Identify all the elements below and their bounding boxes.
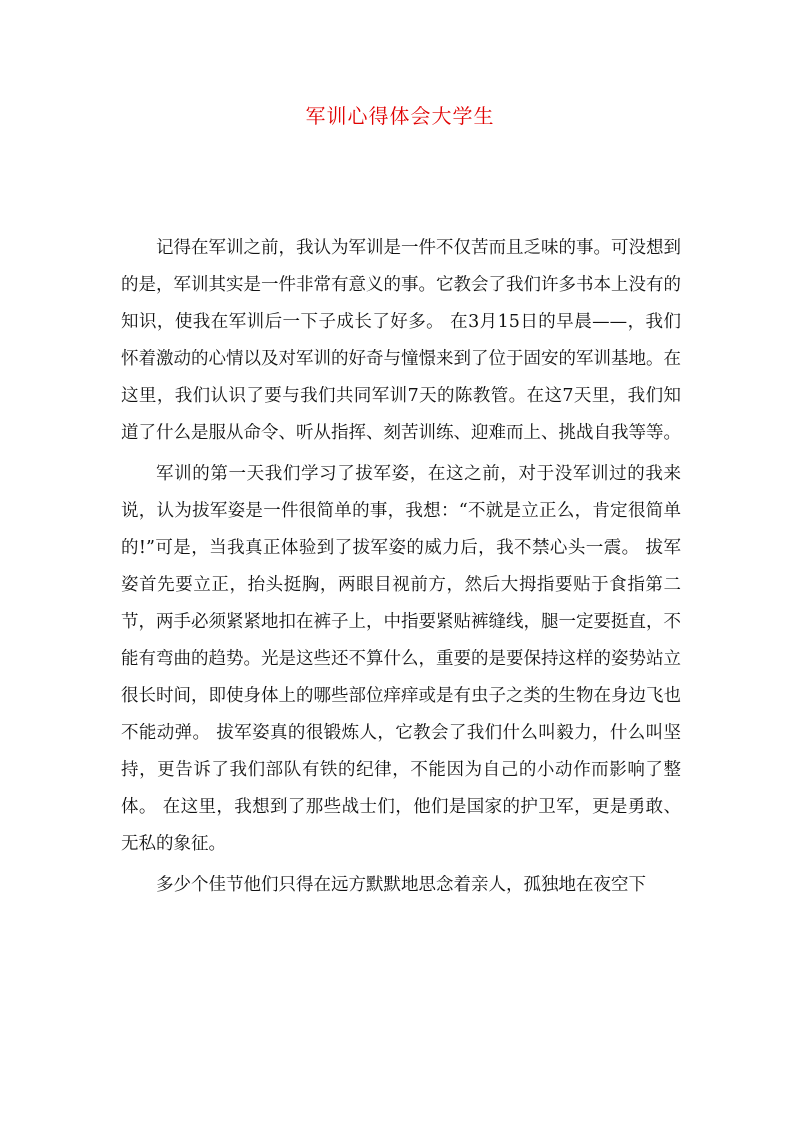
paragraph-2: 军训的第一天我们学习了拔军姿，在这之前，对于没军训过的我来说，认为拔军姿是一件很简单的事，我想：“不就是立正么，肯定很简单的!”可是，当我真正体验到了拔军姿的威力后，我不禁心头一震。 拔军姿首先要立正，抬头挺胸，两眼目视前方，然后大拇指要贴于食指第二节，两手必须紧紧地扣在裤子上，中指要紧贴裤缝线，腿一定要挺直，不能有弯曲的趋势。光是这些还不算什么，重要的是要保持这样的姿势站立很长时间，即使身体上的哪些部位痒痒或是有虫子之类的生物在身边飞也不能动弹。 拔军姿真的很锻炼人，它教会了我们什么叫毅力，什么叫坚持，更告诉了我们部队有铁的纪律，不能因为自己的小动作而影响了整体。 在这里，我想到了那些战士们，他们是国家的护卫军，更是勇敢、无私的象征。 (121, 464, 681, 854)
paragraph-1: 记得在军训之前，我认为军训是一件不仅苦而且乏味的事。可没想到的是，军训其实是一件非常有意义的事。它教会了我们许多书本上没有的知识，使我在军训后一下子成长了好多。 在3月15日的早晨——，我们怀着激动的心情以及对军训的好奇与憧憬来到了位于固安的军训基地。在这里，我们认识了要与我们共同军训7天的陈教管。在这7天里，我们知道了什么是服从命令、听从指挥、刻苦训练、迎难而上、挑战自我等等。 (121, 238, 681, 443)
document-body (121, 230, 681, 908)
paragraph-3: 多少个佳节他们只得在远方默默地思念着亲人，孤独地在夜空下 (156, 875, 646, 895)
document-title: 军训心得体会大学生 (305, 104, 495, 128)
